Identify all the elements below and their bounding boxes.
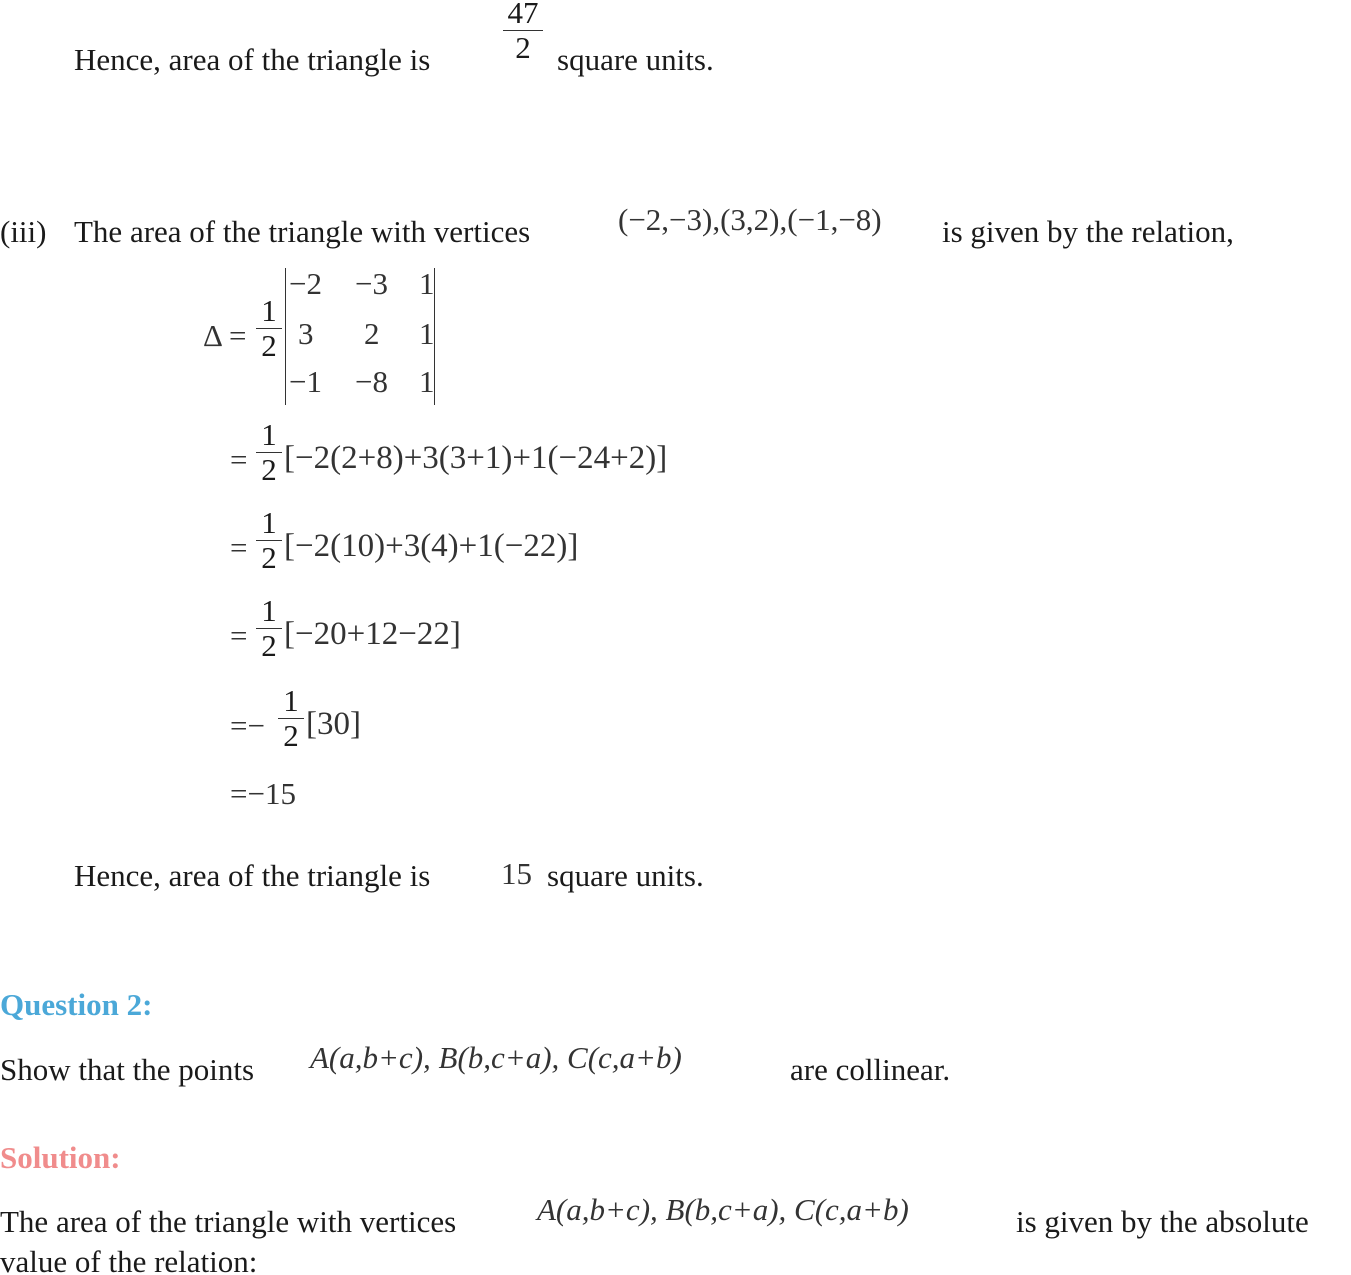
fraction-denominator: 2: [261, 628, 277, 663]
question-heading: Question 2:: [0, 987, 153, 1022]
matrix-cell: 1: [419, 316, 435, 351]
matrix-cell: 3: [298, 316, 314, 351]
half-fraction: [256, 417, 282, 487]
matrix-cell: −3: [355, 266, 388, 301]
question-text: Show that the points: [0, 1052, 255, 1087]
fraction-denominator: 2: [261, 328, 277, 363]
part-intro-end: is given by the relation,: [942, 214, 1234, 249]
solution-line1: The area of the triangle with vertices: [0, 1204, 457, 1239]
delta-symbol: Δ =: [203, 318, 247, 353]
matrix-cell: −2: [289, 266, 322, 301]
matrix-cell: −8: [355, 364, 388, 399]
matrix-cell: 2: [364, 316, 380, 351]
fraction-numerator: 1: [261, 417, 277, 452]
final-result: =−15: [230, 776, 296, 811]
step-expression: [−2(2+8)+3(3+1)+1(−24+2)]: [284, 440, 668, 476]
matrix-cell: 1: [419, 364, 435, 399]
step-expression: [−2(10)+3(4)+1(−22)]: [284, 528, 579, 564]
half-fraction: [278, 683, 304, 753]
conclusion-prefix: Hence, area of the triangle is: [74, 42, 431, 77]
fraction-numerator: 47: [507, 0, 539, 30]
points-math: A(a,b+c), B(b,c+a), C(c,a+b): [537, 1192, 909, 1227]
part-label: (iii): [0, 214, 47, 249]
question-text-end: are collinear.: [790, 1052, 951, 1087]
conclusion-suffix: square units.: [557, 42, 714, 77]
matrix-cell: −1: [289, 364, 322, 399]
points-math: A(a,b+c), B(b,c+a), C(c,a+b): [310, 1040, 682, 1075]
step-expression: [30]: [306, 706, 361, 742]
matrix-cell: 1: [419, 266, 435, 301]
step-prefix: =: [230, 618, 248, 653]
fraction-numerator: 1: [261, 505, 277, 540]
conclusion-prefix: Hence, area of the triangle is: [74, 858, 431, 893]
conclusion-value: 15: [501, 856, 532, 891]
half-fraction: [256, 293, 282, 363]
solution-heading: Solution:: [0, 1140, 121, 1175]
determinant-bar-left: [285, 268, 286, 405]
fraction-denominator: 2: [261, 540, 277, 575]
fraction-numerator: 1: [261, 593, 277, 628]
half-fraction: [256, 505, 282, 575]
vertices-math: (−2,−3),(3,2),(−1,−8): [618, 202, 882, 237]
half-fraction: [256, 593, 282, 663]
conclusion-suffix: square units.: [547, 858, 704, 893]
fraction-numerator: 1: [261, 293, 277, 328]
fraction-denominator: 2: [261, 452, 277, 487]
solution-line2: value of the relation:: [0, 1244, 258, 1275]
part-intro: The area of the triangle with vertices: [74, 214, 531, 249]
fraction-47-over-2: [503, 0, 543, 63]
step-prefix: =: [230, 530, 248, 565]
step-prefix: =−: [230, 708, 265, 743]
fraction-numerator: 1: [283, 683, 299, 718]
step-prefix: =: [230, 442, 248, 477]
solution-line1-end: is given by the absolute: [1016, 1204, 1309, 1239]
step-expression: [−20+12−22]: [284, 616, 461, 652]
fraction-denominator: 2: [283, 718, 299, 753]
fraction-denominator: 2: [515, 30, 531, 65]
